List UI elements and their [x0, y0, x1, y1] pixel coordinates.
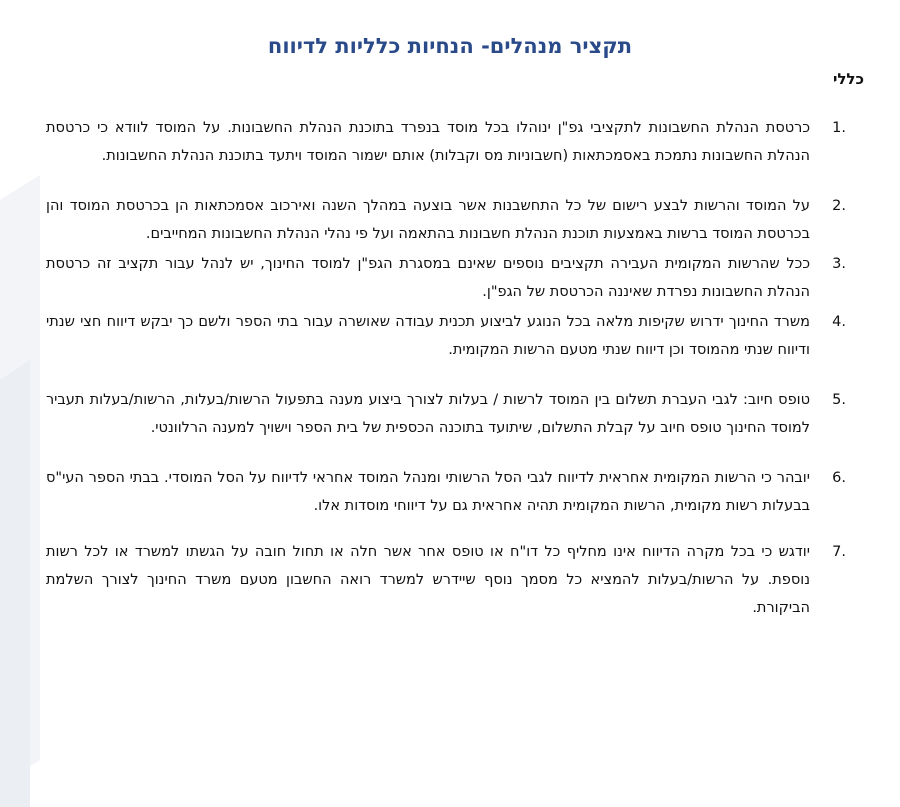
item-number: 6.: [832, 470, 846, 486]
list-item: [46, 386, 846, 442]
section-heading: כללי: [832, 70, 864, 88]
item-text: על המוסד והרשות לבצע רישום של כל התחשבנות אשר בוצעה במהלך השנה ואירכוב אסמכתאות הן בכרטסת המוסד והן בכרטסת המוסד ברשות באמצעות תוכנת הנהלת חשבונות בהתאמה ועל פי נהלי הנהלת החשבונות המחייבים.: [46, 198, 810, 242]
page-title: תקציר מנהלים- הנחיות כלליות לדיווח: [267, 34, 633, 58]
list-item: [46, 538, 846, 622]
item-number: 5.: [832, 392, 846, 408]
item-text: טופס חיוב: לגבי העברת תשלום בין המוסד לרשות / בעלות לצורך ביצוע מענה בתפעול הרשות/בעלות, הרשות/בעלות תעביר למוסד החינוך טופס חיוב על קבלת התשלום, שיתועד בתוכנה הכספית של בית הספר וישויך למענה הרלוונטי.: [46, 392, 810, 436]
list-item: [46, 250, 846, 306]
item-text: כרטסת הנהלת החשבונות לתקציבי גפ"ן ינוהלו בכל מוסד בנפרד בתוכנת הנהלת החשבונות. על המוסד לוודא כי כרטסת הנהלת החשבונות נתמכת באסמכתאות (חשבוניות מס וקבלות) אותם ישמור המוסד ויתעד בתוכנת הנהלת החשבונות.: [46, 120, 810, 164]
guidelines-list: [46, 114, 846, 622]
item-text: ככל שהרשות המקומית העבירה תקציבים נוספים שאינם במסגרת הגפ"ן למוסד החינוך, יש לנהל עבור תקציב זה כרטסת הנהלת החשבונות נפרדת שאיננה הכרטסת של הגפ"ן.: [46, 256, 810, 300]
item-text: משרד החינוך ידרוש שקיפות מלאה בכל הנוגע לביצוע תכנית עבודה שאושרה עבור בתי הספר ולשם כך יבקש דיווח חצי שנתי ודיווח שנתי מהמוסד וכן דיווח שנתי מטעם הרשות המקומית.: [46, 314, 810, 358]
item-text: יובהר כי הרשות המקומית אחראית לדיווח לגבי הסל הרשותי ומנהל המוסד אחראי לדיווח על הסל המוסדי. בבתי הספר העי"ס בבעלות רשות מקומית, הרשות המקומית תהיה אחראית גם על דיווחי מוסדות אלו.: [46, 470, 810, 514]
list-item: [46, 192, 846, 248]
list-item: [46, 308, 846, 364]
list-item: [46, 464, 846, 520]
item-text: יודגש כי בכל מקרה הדיווח אינו מחליף כל דו"ח או טופס אחר אשר חלה או תחול חובה על הגשתו למשרד או לכל רשות נוספת. על הרשות/בעלות להמציא כל מסמך נוסף שיידרש למשרד רואה החשבון מטעם משרד החינוך לצורך השלמת הביקורת.: [46, 544, 810, 616]
item-number: 3.: [832, 256, 846, 272]
item-number: 4.: [832, 314, 846, 330]
item-number: 2.: [832, 198, 846, 214]
item-number: 7.: [832, 544, 846, 560]
item-number: 1.: [832, 120, 846, 136]
list-item: [46, 114, 846, 170]
